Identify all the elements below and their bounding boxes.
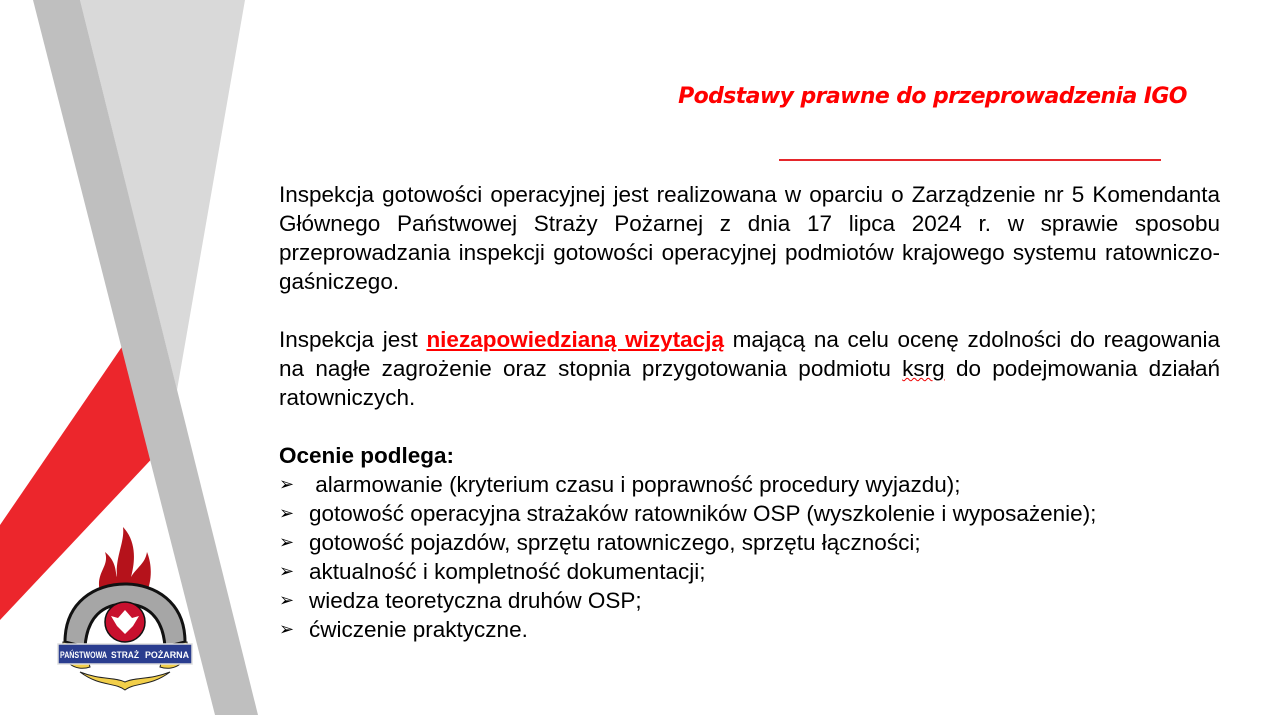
logo-text-right: POŻARNA <box>145 650 190 660</box>
list-item <box>279 528 1220 557</box>
text: mającą na celu ocenę zdolności do reagowania na nagłe zagrożenie oraz stopnia przygotowania podmiotu <box>279 327 1221 381</box>
arrow-bullet-icon: ➢ <box>279 619 295 639</box>
list-item <box>279 557 1220 586</box>
text: Inspekcja jest <box>279 327 427 352</box>
slide-body <box>279 180 1220 644</box>
arrow-bullet-icon: ➢ <box>279 590 295 610</box>
arrow-bullet-icon: ➢ <box>279 561 295 581</box>
paragraph-inspection-definition <box>279 325 1220 412</box>
list-item-text: alarmowanie (kryterium czasu i poprawność procedury wyjazdu); <box>309 472 961 497</box>
arrow-bullet-icon: ➢ <box>279 532 295 552</box>
list-item-text: gotowość pojazdów, sprzętu ratowniczego, sprzętu łączności; <box>309 530 921 555</box>
psp-logo <box>55 522 195 697</box>
list-item <box>279 586 1220 615</box>
list-item <box>279 470 1220 499</box>
slide-title: Podstawy prawne do przeprowadzenia IGO <box>678 84 1187 109</box>
list-item-text: wiedza teoretyczna druhów OSP; <box>309 588 642 613</box>
list-heading: Ocenie podlega: <box>279 443 455 468</box>
arrow-bullet-icon: ➢ <box>279 474 295 494</box>
logo-text-center: STRAŻ <box>111 650 140 660</box>
spellcheck-flagged-word: ksrg <box>902 356 945 381</box>
list-item-text: aktualność i kompletność dokumentacji; <box>309 559 706 584</box>
paragraph-legal-basis: Inspekcja gotowości operacyjnej jest realizowana w oparciu o Zarządzenie nr 5 Komendanta Głównego Państwowej Straży Pożarnej z dnia 17 lipca 2024 r. w sprawie sposobu przeprowadzania inspekcji gotowości operacyjnej podmiotów krajowego systemu ratowniczo-gaśniczego. <box>279 182 1220 294</box>
list-item <box>279 615 1220 644</box>
highlighted-phrase: niezapowiedzianą wizytacją <box>426 327 724 352</box>
list-item-text: ćwiczenie praktyczne. <box>309 617 528 642</box>
text: do podejmowania działań ratowniczych. <box>279 356 1220 410</box>
list-item-text: gotowość operacyjna strażaków ratowników OSP (wyszkolenie i wyposażenie); <box>309 501 1097 526</box>
assessment-list <box>279 470 1220 644</box>
list-item <box>279 499 1220 528</box>
arrow-bullet-icon: ➢ <box>279 503 295 523</box>
logo-text-left: PAŃSTWOWA <box>60 650 108 660</box>
title-underline <box>779 159 1161 161</box>
